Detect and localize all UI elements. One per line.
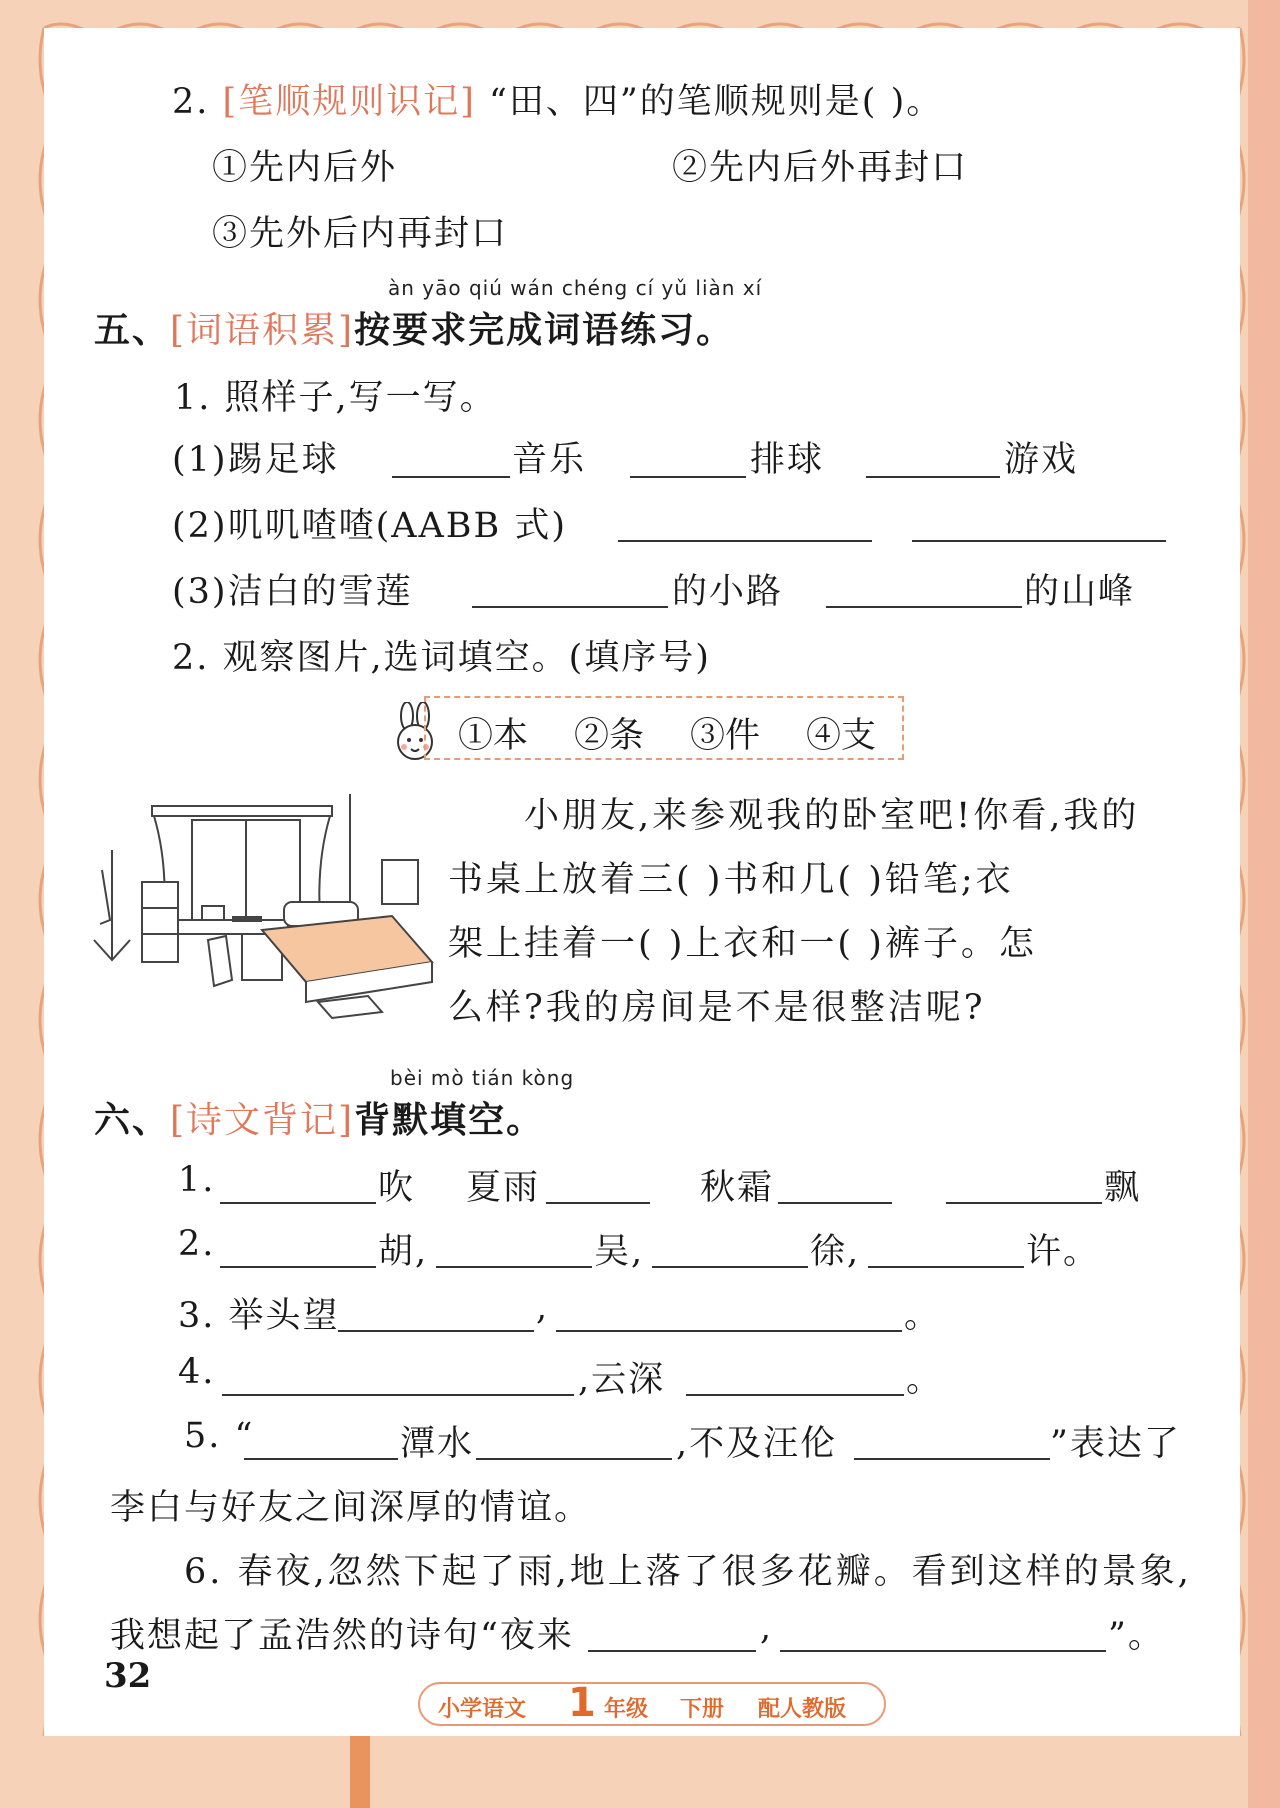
footer-grade-number: 1 <box>568 1680 596 1726</box>
word-choices-box <box>424 696 904 760</box>
q2-option-1: ①先内后外 <box>212 148 398 188</box>
l4-b: 。 <box>906 1360 944 1400</box>
l1-blank-4[interactable] <box>946 1202 1102 1204</box>
l2-blank-4[interactable] <box>868 1266 1024 1268</box>
row3-label: (3)洁白的雪莲 <box>172 572 413 612</box>
l6-c: , <box>760 1608 774 1648</box>
section6-number: 六、 <box>94 1100 171 1141</box>
row2-blank-2[interactable] <box>912 540 1166 542</box>
footer-badge <box>418 1682 886 1726</box>
l3-a: , <box>536 1288 550 1328</box>
row1-blank-3[interactable] <box>866 476 1000 478</box>
section5-sub1: 1. 照样子,写一写。 <box>174 378 497 418</box>
footer-grade: 年级 <box>604 1697 649 1722</box>
row1-word-2: 排球 <box>750 440 825 480</box>
l1-d: 飘 <box>1104 1168 1142 1208</box>
l3-blank-2[interactable] <box>556 1330 902 1332</box>
row3-blank-1[interactable] <box>472 606 668 608</box>
l3-blank-1[interactable] <box>338 1330 534 1332</box>
l6-blank-2[interactable] <box>780 1650 1106 1652</box>
paragraph-line-2: 书桌上放着三( )书和几( )铅笔;衣 <box>448 860 1014 900</box>
q2-tag: [笔顺规则识记] <box>222 82 476 122</box>
l2-b: 吴, <box>594 1232 645 1272</box>
page-number: 32 <box>104 1656 152 1696</box>
section5-sub2: 2. 观察图片,选词填空。(填序号) <box>172 638 711 678</box>
q2-option-3: ③先外后内再封口 <box>212 214 509 254</box>
l5-c: ”表达了 <box>1050 1424 1181 1464</box>
footer-term: 下册 <box>680 1697 725 1722</box>
l4-a: ,云深 <box>578 1360 666 1400</box>
section6-pinyin: bèi mò tián kòng <box>390 1066 575 1090</box>
section5-heading <box>94 302 734 353</box>
row2-blank-1[interactable] <box>618 540 872 542</box>
l6-b: 我想起了孟浩然的诗句“夜来 <box>110 1616 574 1656</box>
l1-number: 1. <box>178 1160 216 1200</box>
q2-stem: “田、四”的笔顺规则是( )。 <box>489 82 944 122</box>
section6-title: 背默填空。 <box>354 1100 545 1141</box>
section5-title: 按要求完成词语练习。 <box>354 310 735 351</box>
section5-pinyin: àn yāo qiú wán chéng cí yǔ liàn xí <box>388 276 763 300</box>
choice-3: ③件 <box>690 716 761 756</box>
l2-c: 徐, <box>810 1232 861 1272</box>
l5-blank-3[interactable] <box>854 1458 1050 1460</box>
l1-b: 夏雨 <box>466 1168 541 1208</box>
l2-blank-3[interactable] <box>652 1266 808 1268</box>
l3-number: 3. 举头望 <box>178 1296 340 1336</box>
row1-word-1: 音乐 <box>512 440 587 480</box>
row3-word-1: 的小路 <box>672 572 784 612</box>
l1-blank-2[interactable] <box>546 1202 650 1204</box>
l6-blank-1[interactable] <box>588 1650 756 1652</box>
l1-blank-3[interactable] <box>778 1202 892 1204</box>
q2-option-2: ②先内后外再封口 <box>672 148 969 188</box>
l1-c: 秋霜 <box>700 1168 775 1208</box>
paragraph-line-1: 小朋友,来参观我的卧室吧!你看,我的 <box>524 796 1140 836</box>
l6-d: ”。 <box>1108 1616 1165 1656</box>
l4-number: 4. <box>178 1352 216 1392</box>
footer-subject: 小学语文 <box>438 1697 527 1722</box>
section5-number: 五、 <box>94 310 171 351</box>
l4-blank-2[interactable] <box>686 1394 904 1396</box>
l5-d: 李白与好友之间深厚的情谊。 <box>110 1488 592 1528</box>
row1-blank-2[interactable] <box>630 476 746 478</box>
l5-a: 潭水 <box>400 1424 475 1464</box>
q2-line <box>172 74 943 124</box>
l6-a: 6. 春夜,忽然下起了雨,地上落了很多花瓣。看到这样的景象, <box>184 1552 1192 1592</box>
section6-tag: [诗文背记] <box>170 1100 355 1141</box>
choice-4: ④支 <box>806 716 877 756</box>
l3-b: 。 <box>904 1296 942 1336</box>
l1-blank-1[interactable] <box>220 1202 376 1204</box>
l2-number: 2. <box>178 1224 216 1264</box>
q2-number: 2. <box>172 82 210 122</box>
row1-blank-1[interactable] <box>392 476 510 478</box>
row3-word-2: 的山峰 <box>1024 572 1136 612</box>
l4-blank-1[interactable] <box>222 1394 574 1396</box>
l5-blank-1[interactable] <box>244 1458 398 1460</box>
l1-a: 吹 <box>378 1168 416 1208</box>
section6-heading <box>94 1092 544 1143</box>
row3-blank-2[interactable] <box>826 606 1022 608</box>
l2-blank-1[interactable] <box>220 1266 376 1268</box>
bedroom-illustration <box>92 790 442 1024</box>
l5-blank-2[interactable] <box>476 1458 672 1460</box>
row2-label: (2)叽叽喳喳(AABB 式) <box>172 506 568 546</box>
paragraph-line-3: 架上挂着一( )上衣和一( )裤子。怎 <box>448 924 1037 964</box>
l2-d: 许。 <box>1026 1232 1101 1272</box>
l2-a: 胡, <box>378 1232 429 1272</box>
choice-2: ②条 <box>574 716 645 756</box>
paragraph-line-4: 么样?我的房间是不是很整洁呢? <box>448 988 986 1028</box>
section5-tag: [词语积累] <box>170 310 355 351</box>
row1-label: (1)踢足球 <box>172 440 339 480</box>
footer-edition: 配人教版 <box>758 1697 847 1722</box>
l5-b: ,不及汪伦 <box>676 1424 838 1464</box>
choice-1: ①本 <box>458 716 529 756</box>
row1-word-3: 游戏 <box>1004 440 1079 480</box>
l2-blank-2[interactable] <box>436 1266 592 1268</box>
l5-number: 5. “ <box>184 1416 255 1456</box>
